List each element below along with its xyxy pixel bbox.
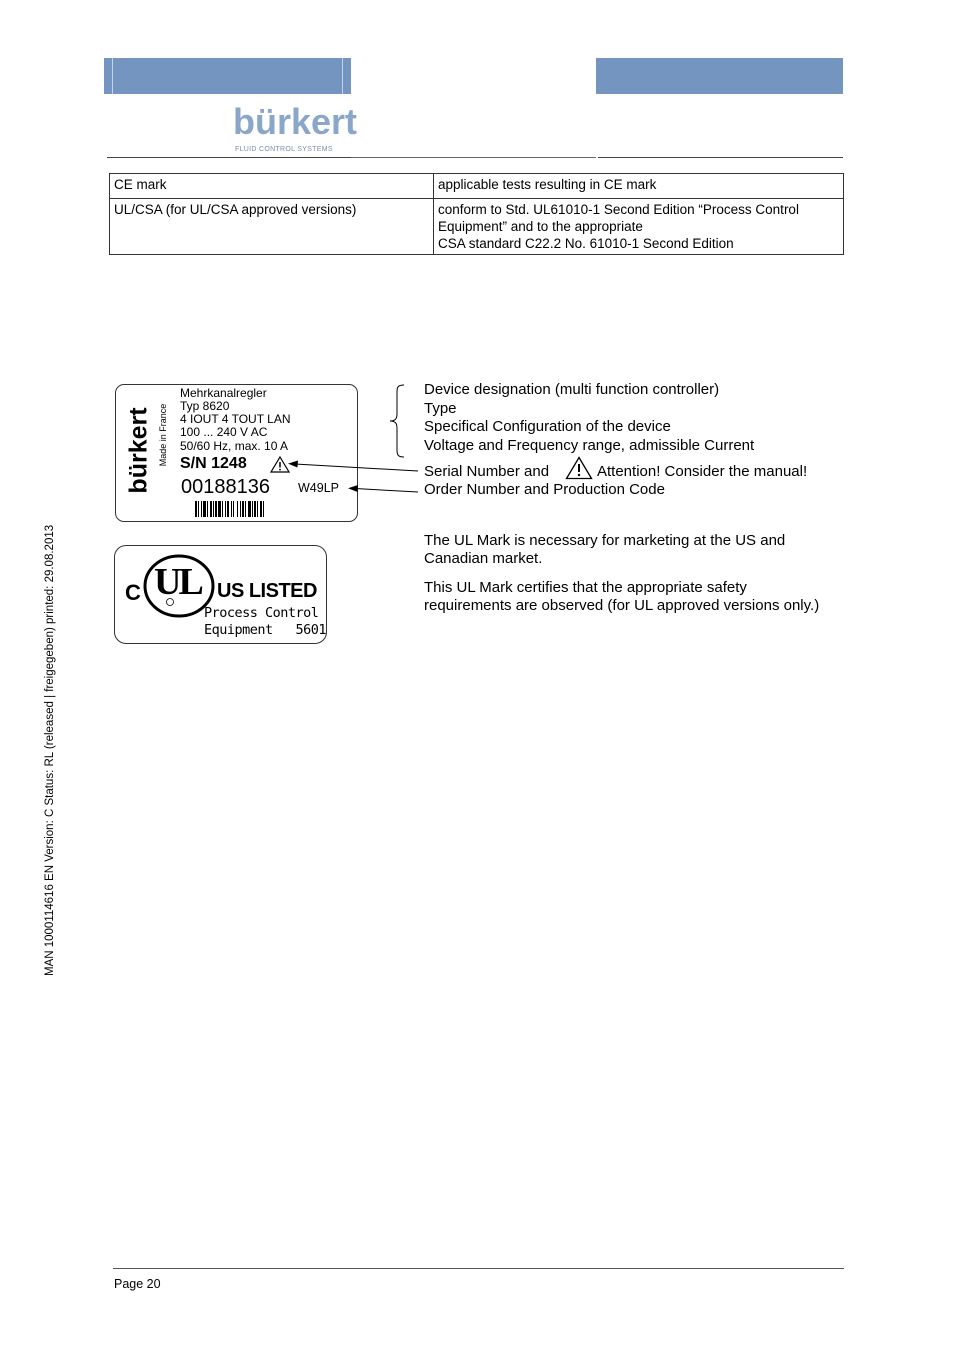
desc-attention: Attention! Consider the manual! bbox=[597, 463, 808, 480]
table-cell-label: CE mark bbox=[110, 174, 434, 199]
type-label-line1: Mehrkanalregler bbox=[180, 386, 267, 400]
type-label-line4: 100 ... 240 V AC bbox=[180, 425, 268, 439]
side-document-info: MAN 1000114616 EN Version: C Status: RL (released | freigegeben) printed: 29.08.2013 bbox=[44, 524, 56, 976]
desc-serial: Serial Number and bbox=[424, 463, 550, 480]
ul-text-p2: This UL Mark certifies that the appropriate safety requirements are observed (for UL approved versions only.) bbox=[424, 579, 820, 614]
ul-mark-c: C bbox=[125, 580, 141, 605]
header-rule-mid bbox=[351, 157, 596, 158]
header-bar-left bbox=[104, 58, 351, 94]
footer-rule bbox=[113, 1268, 844, 1269]
ul-mark-listed: US LISTED bbox=[217, 580, 317, 602]
desc-order-number: Order Number and Production Code bbox=[424, 481, 665, 498]
table-cell-value: conform to Std. UL61010-1 Second Edition “Process Control Equipment” and to the appropriate CSA standard C22.2 No. 61010-1 Second Edition bbox=[434, 199, 844, 255]
desc-voltage: Voltage and Frequency range, admissible Current bbox=[424, 437, 755, 454]
table-cell-value: applicable tests resulting in CE mark bbox=[434, 174, 844, 199]
logo-word: bürkert bbox=[233, 101, 358, 142]
page-number: Page 20 bbox=[114, 1277, 161, 1291]
type-label-order-number: 00188136 bbox=[181, 476, 270, 498]
type-label-line3: 4 IOUT 4 TOUT LAN bbox=[180, 412, 291, 426]
type-label-made-in: Made in France bbox=[158, 403, 168, 467]
arrow-order bbox=[345, 482, 420, 496]
table-cell-label: UL/CSA (for UL/CSA approved versions) bbox=[110, 199, 434, 255]
type-label-line2: Typ 8620 bbox=[180, 399, 230, 413]
warning-icon bbox=[565, 456, 593, 480]
type-label-brand: bürkert bbox=[124, 407, 153, 494]
type-label-serial: S/N 1248 bbox=[180, 455, 247, 472]
type-label-production-code: W49LP bbox=[298, 481, 339, 495]
ul-mark bbox=[114, 545, 327, 644]
header-rule-right bbox=[598, 157, 843, 158]
header-rule bbox=[107, 157, 351, 158]
ul-text-p1: The UL Mark is necessary for marketing at the US and Canadian market. bbox=[424, 532, 786, 567]
desc-type: Type bbox=[424, 400, 457, 417]
barcode bbox=[195, 501, 323, 517]
desc-device-designation: Device designation (multi function controller) bbox=[424, 381, 720, 398]
brace-icon bbox=[388, 384, 408, 458]
header-bar-right bbox=[596, 58, 843, 94]
spec-table bbox=[109, 173, 844, 255]
table-row bbox=[110, 174, 844, 199]
type-label bbox=[115, 384, 358, 522]
ul-mark-line2: Equipment 5601 bbox=[204, 622, 327, 638]
type-label-line5: 50/60 Hz, max. 10 A bbox=[180, 439, 289, 453]
logo-subtext: FLUID CONTROL SYSTEMS bbox=[235, 146, 333, 153]
table-row bbox=[110, 199, 844, 255]
arrow-serial bbox=[285, 456, 420, 476]
desc-configuration: Specifical Configuration of the device bbox=[424, 418, 671, 435]
ul-mark-ul: UL bbox=[154, 561, 201, 603]
ul-mark-line1: Process Control bbox=[204, 605, 319, 621]
